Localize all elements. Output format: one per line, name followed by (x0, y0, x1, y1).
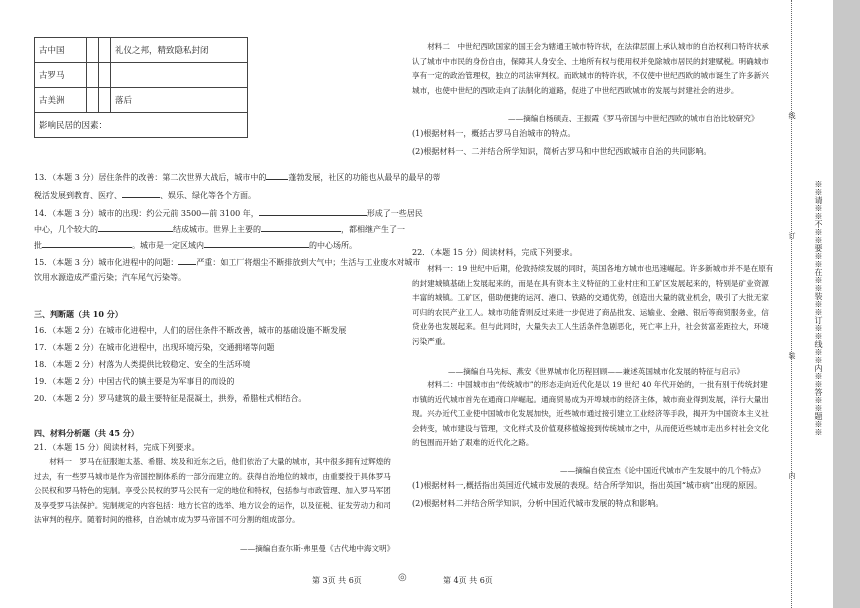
material-4-text: 材料二：中国城市由“传统城市”的形态走向近代化是以 19 世纪 40 年代开始的，一批有别于传统封建市镇的近代城市首先在通商口岸崛起。通商贸易成为开埠城市的经济主体，城市商业得到发展，洋行大量出现。兴办近代工业使中国城市化发展加快，近些城市通过接引建立工业经济等手段，揭开为中国资本主义社会转变，城市建设与管理，文化样式及价值观移植嫁接到传统城市之中，从而使近些城市走出乡村社会文化的包围而开始了艰难的近代化之路。 (412, 380, 769, 447)
material-1-text: 材料一 罗马在征服迦太基、希腊、埃及和近东之后，他们依治了大量的城市，其中很多拥有过辉煌的过去，有一些罗马城市是作为帝国控制体系的一部分而建立的。获得自治地位的城市，由重要投于具体罗马公民权和罗马特色的宪制。享受公民权的罗马公民有一定的地位和特权，包括参与市政管理、加入罗马军团及享受罗马法保护。宪制规定的内容包括：地方长官的选举、地方议会的运作，以及征税、征发劳动力和司法审判的程序。随着时间的推移，自治城市成为罗马帝国不可分割的组成部分。 (34, 457, 391, 524)
answer-blank[interactable] (266, 172, 288, 180)
table-row (35, 63, 248, 88)
table-cell (87, 63, 99, 88)
material-3 (412, 262, 774, 349)
judge-item: 18．（本题 2 分）村落为人类提供比较稳定、安全的生活环境 (34, 360, 251, 369)
answer-blank[interactable] (204, 240, 309, 248)
judge-item: 16．（本题 2 分）在城市化进程中，人们的居住条件不断改善，城市的基础设施不断发展 (34, 326, 347, 335)
answer-blank[interactable] (122, 190, 160, 198)
q14-text-b: 形成了一些居民 (366, 209, 423, 218)
citation-4: ——摘编自侯宜杰《论中国近代城市产生发展中的几个特点》 (560, 466, 766, 475)
q14-line3 (34, 240, 357, 251)
page-number-4: 第 4页 共 6页 (443, 576, 493, 585)
binding-label: 订 (788, 232, 796, 239)
citation-2: ——摘编自杨硕垚、王振霞《罗马帝国与中世纪西欧的城市自治比较研究》 (508, 114, 759, 123)
q14-text-h: 的中心场所。 (309, 241, 357, 250)
table-footer-cell: 影响民居的因素： (35, 113, 248, 138)
binding-label: 内 (788, 472, 796, 479)
q21-part2: (2)根据材料一、二并结合所学知识，简析古罗马和中世纪西欧城市自治的共同影响。 (412, 147, 712, 156)
answer-blank[interactable] (42, 240, 132, 248)
q15-line1 (34, 257, 420, 268)
q14-text-d: 结成城市。世界上主要的 (173, 225, 261, 234)
q15-text-a: 15．（本题 3 分）城市化进程中的问题： (34, 258, 179, 267)
table-cell: 古美洲 (35, 88, 87, 113)
table-row (35, 113, 248, 138)
material-3-text: 材料一：19 世纪中后期，伦敦持续发展的同时，英国各地方城市也迅速崛起。许多新城市并不是在原有的封建城镇基础上发展起来的，而是在具有资本主义特征的工业村庄和工矿区发展起来的，特别是矿业资源丰富的城镇。工矿区，借助便捷的运河、港口、铁路的交通优势，创造出大量的就业机会，吸引了大批无家可归的农民产业工人。城市功能背则反过来进一步促进了商品批发、运输业、金融、银后等商贸服务业，信贷业务也发展起来。但与此同时，大量失去工人生活条件急剧恶化，死亡率上升，社会贫富差距拉大，环境污染严重。 (412, 264, 774, 346)
q13-line2 (34, 190, 256, 201)
table-cell: 古罗马 (35, 63, 87, 88)
q13-text-d: 、娱乐、绿化等各个方面。 (160, 191, 256, 200)
answer-blank[interactable] (98, 224, 173, 232)
q13-text-a: 13．（本题 3 分）居住条件的改善：第二次世界大战后，城市中的 (34, 173, 267, 182)
q14-text-g: 。城市是一定区域内 (132, 241, 204, 250)
citation-1: ——摘编自查尔斯·弗里曼《古代地中海文明》 (240, 544, 395, 553)
answer-blank[interactable] (178, 257, 196, 265)
material-1 (34, 455, 396, 528)
q13-text-b: 蓬勃发展，社区的功能也从最早的最早的蒂 (288, 173, 441, 182)
table-cell: 落后 (111, 88, 248, 113)
circle-icon: ◎ (398, 572, 407, 583)
do-not-answer-notice: ※※请※※不※※要※※在※※装※※订※※线※※内※※答※※题※※ (814, 180, 823, 436)
q22-part2: (2)根据材料二并结合所学知识，分析中国近代城市发展的特点和影响。 (412, 499, 664, 508)
table-row (35, 38, 248, 63)
page-number-3: 第 3页 共 6页 (312, 576, 362, 585)
q15-line2 (34, 273, 186, 283)
binding-margin (781, 0, 860, 608)
q15-text-b: 严重：如工厂将烟尘不断排放到大气中；生活与工业废水对城市 (196, 258, 421, 267)
material-4 (412, 378, 774, 451)
binding-label: 装 (788, 352, 796, 359)
q21-prompt: 21．（本题 15 分）阅读材料，完成下列要求。 (34, 443, 200, 452)
q22-part1: (1)根据材料一,概括指出英国近代城市发展的表现。结合所学知识，指出英国“城市病”出现的原因。 (412, 481, 763, 490)
citation-3: ——摘编自马先标、燕安《世界城市化历程回顾——兼述英国城市化发展的特征与启示》 (448, 367, 745, 376)
q22-prompt: 22．（本题 15 分）阅读材料，完成下列要求。 (412, 248, 578, 257)
q15-text-c: 饮用水源造成严重污染；汽车尾气污染等。 (34, 273, 186, 282)
q14-text-c: 中心，几个较大的 (34, 225, 98, 234)
table-cell (87, 88, 99, 113)
judge-item: 20．（本题 2 分）罗马建筑的最主要特征是混凝土，拱券，希腊柱式相结合。 (34, 394, 307, 403)
material-2 (412, 40, 774, 98)
q14-text-f: 批 (34, 241, 42, 250)
table-cell (87, 38, 99, 63)
outer-cut-line (791, 0, 792, 608)
q14-line2 (34, 224, 405, 235)
answer-blank[interactable] (259, 208, 367, 216)
table-cell: 古中国 (35, 38, 87, 63)
section-3-heading: 三、判断题（共 10 分） (34, 309, 123, 319)
table-row (35, 88, 248, 113)
table-cell (99, 88, 111, 113)
section-4-heading: 四、材料分析题（共 45 分） (34, 428, 139, 438)
dwelling-table (34, 37, 248, 138)
binding-gray-bar (833, 0, 860, 608)
table-cell (111, 63, 248, 88)
q14-text-a: 14．（本题 3 分）城市的出现：约公元前 3500—前 3100 年， (34, 209, 259, 218)
binding-label: 线 (788, 112, 796, 119)
q13-line1 (34, 172, 440, 183)
judge-item: 19．（本题 2 分）中国古代的镇主要是为军事目的而设的 (34, 377, 235, 386)
q14-line1 (34, 208, 423, 219)
material-2-text: 材料二 中世纪西欧国家的国王会为辖通王城市特许状，在法律层面上承认城市的自治权利口特许状承认了城市中市民的身份自由，保障其人身安全、土地所有权与使用权并免除城市居民的封建赋税。明确城市享有一定的政治管理权，独立的司法审判权。而欧城市的特许状，不仅使中世纪西欧的城市诞生了许多新兴城市，也使中世纪的西欧走向了法制化的道路，促进了中世纪西欧城市的发展与封建社会的进步。 (412, 42, 769, 95)
answer-blank[interactable] (261, 224, 341, 232)
judge-item: 17．（本题 2 分）在城市化进程中，出现环境污染，交通拥堵等问题 (34, 343, 275, 352)
table-cell (99, 38, 111, 63)
q14-text-e: ，都相继产生了一 (341, 225, 405, 234)
table-cell: 礼仪之邦，精致隐私封闭 (111, 38, 248, 63)
q21-part1: (1)根据材料一，概括古罗马自治城市的特点。 (412, 129, 576, 138)
q13-text-c: 税活发展到教育、医疗、 (34, 191, 122, 200)
table-cell (99, 63, 111, 88)
